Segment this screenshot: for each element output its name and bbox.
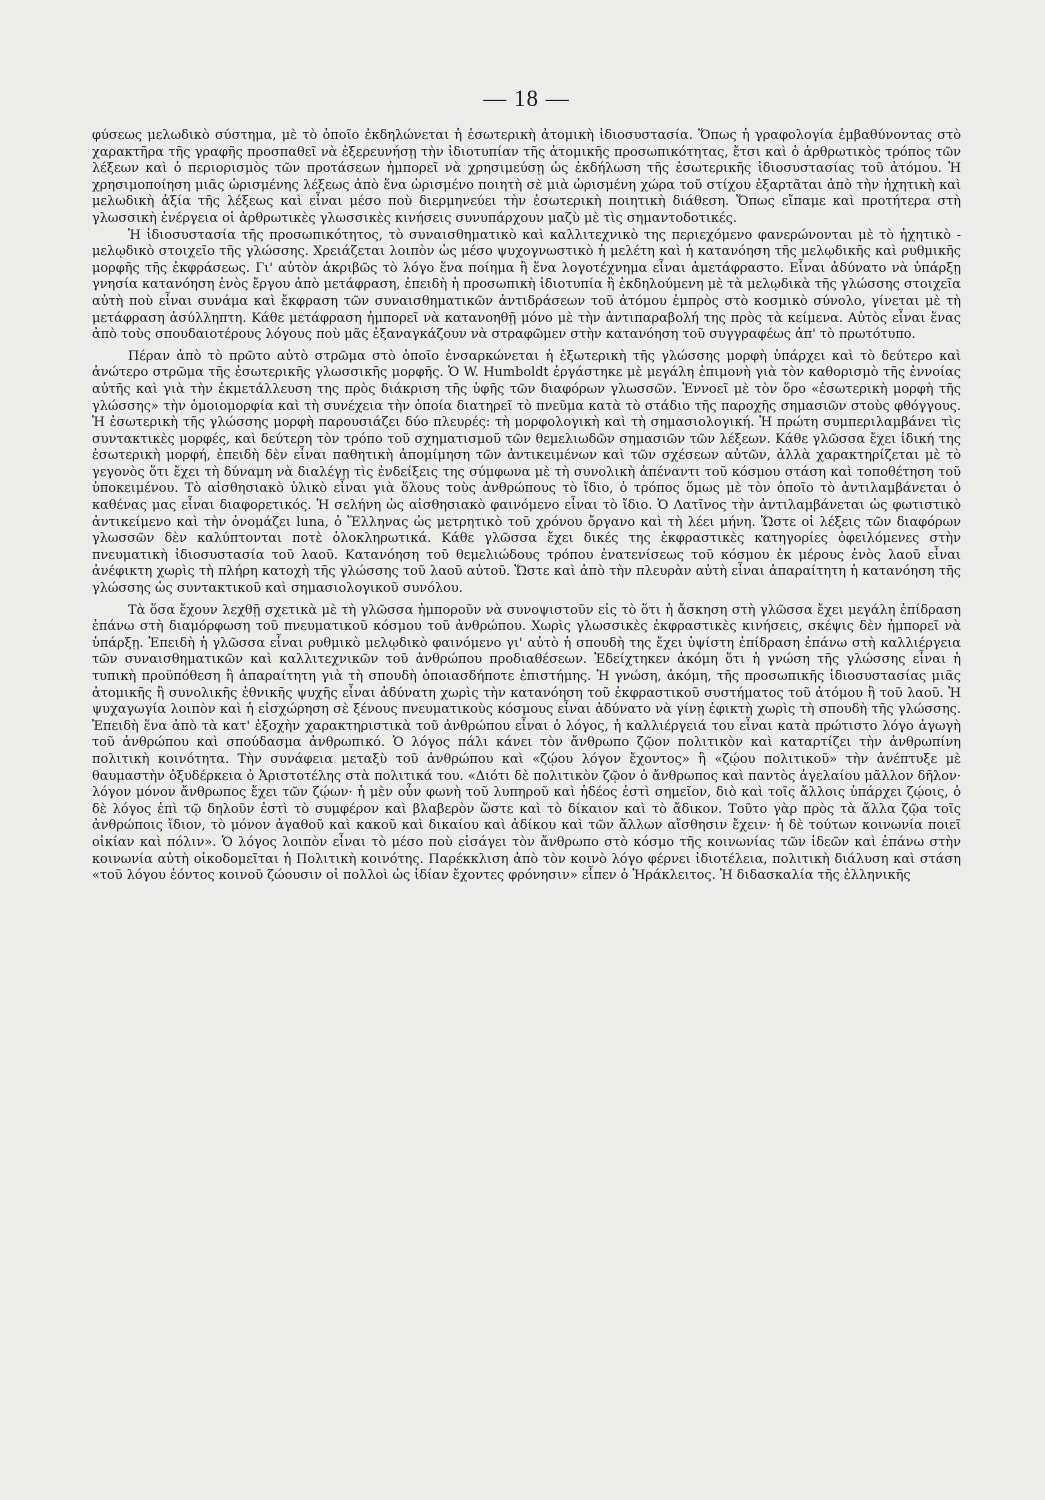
paragraph: Ἡ ἰδιοσυστασία τῆς προσωπικότητος, τὸ συναισθηματικὸ καὶ καλλιτεχνικὸ της περιεχόμενο φανερώνονται μὲ τὸ ἠχητικὸ - μελῳδικὸ στοιχεῖο τῆς γλώσσης. Χρειάζεται λοιπὸν ὡς μέσο ψυχογνωστικὸ ἡ μελέτη καὶ ἡ κατανόηση τῆς μελῳδικῆς καὶ ρυθμικῆς μορφῆς τῆς ἐκφράσεως. Γι' αὐτὸν ἀκριβῶς τὸ λόγο ἕνα ποίημα ἢ ἕνα λογοτέχνημα εἶναι ἀμετάφραστο. Εἶναι ἀδύνατο νὰ ὑπάρξῃ γνησία κατανόηση ἑνὸς ἔργου ἀπὸ μετάφραση, ἐπειδὴ ἡ προσωπικὴ ἰδιοτυπία ἢ ἐκδηλούμενη μὲ τὰ μελῳδικὰ τῆς γλώσσης στοιχεῖα αὐτὴ ποὺ εἶναι συνάμα καὶ ἔκφραση τῶν συναισθηματικῶν ἀντιδράσεων τοῦ ἀτόμου ἐμπρὸς στὸ κοσμικὸ σύνολο, γίνεται μὲ τὴ μετάφραση ἀσύλληπτη. Κάθε μετάφραση ἠμπορεῖ νὰ κατανοηθῇ μόνο μὲ τὴν ἀντιπαραβολή της πρὸς τὰ κείμενα. Αὐτὸς εἶναι ἕνας ἀπὸ τοὺς σπουδαιοτέρους λόγους ποὺ μᾶς ἐξαναγκάζουν νὰ στραφῶμεν στὴν κατανόηση τοῦ συγγραφέως ἀπ' τὸ πρωτότυπο. — [92, 227, 961, 343]
paragraph: φύσεως μελωδικὸ σύστημα, μὲ τὸ ὁποῖο ἐκδηλώνεται ἡ ἐσωτερικὴ ἀτομικὴ ἰδιοσυστασία. Ὅπως ἡ γραφολογία ἐμβαθύνοντας στὸ χαρακτῆρα τῆς γραφῆς προσπαθεῖ νὰ ἐξερευνήσῃ τὴν ἰδιοτυπίαν τῆς ἀτομικῆς προσωπικότητας, ἔτσι καὶ ὁ ἀρθρωτικὸς τρόπος τῶν λέξεων καὶ ὁ περιορισμὸς τῶν προτάσεων ἠμπορεῖ νὰ χρησιμεύσῃ ὡς ἐκδήλωση τῆς ἐσωτερικῆς ἰδιοσυστασίας τοῦ ἀτόμου. Ἡ χρησιμοποίηση μιᾶς ὡρισμένης λέξεως ἀπὸ ἕνα ὡρισμένο ποιητὴ σὲ μιὰ ὡρισμένη χώρα τοῦ στίχου ἐξαρτᾶται ἀπὸ τὴν ἠχητικὴ καὶ μελωδικὴ ἀξία τῆς λέξεως καὶ εἶναι μέσο ποὺ διερμηνεύει τὴν ἐσωτερικὴ ποιητικὴ διάθεση. Ὅπως εἴπαμε καὶ προτήτερα στὴ γλωσσικὴ ἐνέργεια οἱ ἀρθρωτικὲς γλωσσικὲς κινήσεις συνυπάρχουν μαζὺ μὲ τὶς σημαντοδοτικές. — [92, 128, 961, 226]
paragraph: Τὰ ὅσα ἔχουν λεχθῇ σχετικὰ μὲ τὴ γλῶσσα ἠμποροῦν νὰ συνοψιστοῦν εἰς τὸ ὅτι ἡ ἄσκηση στὴ γλῶσσα ἔχει μεγάλη ἐπίδραση ἐπάνω στὴ διαμόρφωση τοῦ πνευματικοῦ κόσμου τοῦ ἀνθρώπου. Χωρὶς γλωσσικὲς ἐκφραστικὲς κινήσεις, σκέψις δὲν ἠμπορεῖ νὰ ὑπάρξῃ. Ἐπειδὴ ἡ γλῶσσα εἶναι ρυθμικὸ μελῳδικὸ φαινόμενο γι' αὐτὸ ἡ σπουδὴ της ἔχει ὑψίστη ἐπίδραση ἐπάνω στὴ καλλιέργεια τῶν συναισθηματικῶν καὶ καλλιτεχνικῶν τοῦ ἀνθρώπου προδιαθέσεων. Ἐδείχτηκεν ἀκόμη ὅτι ἡ γνώση τῆς γλώσσης εἶναι ἡ τυπικὴ προϋπόθεση ἢ ἀπαραίτητη γιὰ τὴ σπουδὴ ὁποιασδήποτε ἐπιστήμης. Ἡ γνώση, ἀκόμη, τῆς προσωπικῆς ἰδιοσυστασίας μιᾶς ἀτομικῆς ἢ συνολικῆς ἐθνικῆς ψυχῆς εἶναι ἀδύνατη χωρὶς τὴν κατανόηση τοῦ ἐκφραστικοῦ συστήματος τοῦ ἀτόμου ἢ τοῦ λαοῦ. Ἡ ψυχαγωγία λοιπὸν καὶ ἡ εἰσχώρηση σὲ ξένους πνευματικοὺς κόσμους εἶναι ἀδύνατο νὰ γίνῃ ἐφικτὴ χωρὶς τὴ σπουδὴ τῆς γλώσσης. Ἐπειδὴ ἕνα ἀπὸ τὰ κατ' ἐξοχὴν χαρακτηριστικὰ τοῦ ἀνθρώπου εἶναι ὁ λόγος, ἡ καλλιέργειά του εἶναι κατὰ πρώτιστο λόγο ἀγωγὴ τοῦ ἀνθρώπου καὶ σπούδασμα ἀνθρωπικό. Ὁ λόγος πάλι κάνει τὸν ἄνθρωπο ζῷον πολιτικὸν καὶ καταρτίζει τὴν ἀνθρωπίνη πολιτικὴ κοινότητα. Τὴν συνάφεια μεταξὺ τοῦ ἀνθρώπου καὶ «ζῴου λόγον ἔχοντος» ἢ «ζῴου πολιτικοῦ» τὴν ἀνέπτυξε μὲ θαυμαστὴν ὀξυδέρκεια ὁ Ἀριστοτέλης στὰ πολιτικά του. «Διότι δὲ πολιτικὸν ζῷον ὁ ἄνθρωπος καὶ παντὸς ἀγελαίου μᾶλλον δῆλον· λόγον μόνον ἄνθρωπος ἔχει τῶν ζῴων· ἡ μὲν οὖν φωνὴ τοῦ λυπηροῦ καὶ ἡδέος ἐστὶ σημεῖον, διὸ καὶ τοῖς ἄλλοις ὑπάρχει ζῴοις, ὁ δὲ λόγος ἐπὶ τῷ δηλοῦν ἐστὶ τὸ συμφέρον καὶ βλαβερὸν ὥστε καὶ τὸ δίκαιον καὶ τὸ ἄδικον. Τοῦτο γὰρ πρὸς τὰ ἄλλα ζῷα τοῖς ἀνθρώποις ἴδιον, τὸ μόνον ἀγαθοῦ καὶ κακοῦ καὶ δικαίου καὶ ἀδίκου καὶ τῶν ἄλλων αἴσθησιν ἔχειν· ἡ δὲ τούτων κοινωνία ποιεῖ οἰκίαν καὶ πόλιν». Ὁ λόγος λοιπὸν εἶναι τὸ μέσο ποὺ εἰσάγει τὸν ἄνθρωπο στὸ κόσμο τῆς κοινωνίας τῶν ἰδεῶν καὶ ἐπάνω στὴν κοινωνία αὐτὴ οἰκοδομεῖται ἡ Πολιτικὴ κοινότης. Παρέκκλιση ἀπὸ τὸν κοινὸ λόγο φέρνει ἰδιοτέλεια, πολιτικὴ διάλυση καὶ στάση «τοῦ λόγου ἐόντος κοινοῦ ζώουσιν οἱ πολλοὶ ὡς ἰδίαν ἔχοντες φρόνησιν» εἶπεν ὁ Ἡράκλειτος. Ἡ διδασκαλία τῆς ἑλληνικῆς — [92, 602, 961, 884]
body-text — [92, 128, 961, 885]
paragraph: Πέραν ἀπὸ τὸ πρῶτο αὐτὸ στρῶμα στὸ ὁποῖο ἐνσαρκώνεται ἡ ἐξωτερικὴ τῆς γλώσσης μορφὴ ὑπάρχει καὶ τὸ δεύτερο καὶ ἀνώτερο στρῶμα τῆς ἐσωτερικῆς γλωσσικῆς μορφῆς. Ὁ W. Humboldt ἐργάστηκε μὲ μεγάλη ἐπιμονὴ γιὰ τὸν καθορισμὸ τῆς ἐννοίας αὐτῆς καὶ γιὰ τὴν ἐκμετάλλευση της πρὸς διάκριση τῆς ὑφῆς τῶν διαφόρων γλωσσῶν. Ἐννοεῖ μὲ τὸν ὅρο «ἐσωτερικὴ μορφὴ τῆς γλώσσης» τὴν ὁμοιομορφία καὶ τὴ συνέχεια τὴν ὁποία διατηρεῖ τὸ πνεῦμα κατὰ τὸ στάδιο τῆς παροχῆς σημασιῶν στοὺς φθόγγους. Ἡ ἐσωτερικὴ τῆς γλώσσης μορφὴ παρουσιάζει δύο πλευρές: τὴ μορφολογικὴ καὶ τὴ σημασιολογική. Ἡ πρώτη συμπεριλαμβάνει τὶς συντακτικὲς μορφές, καὶ δεύτερη τὸν τρόπο τοῦ σχηματισμοῦ τῶν θεμελιωδῶν σημασιῶν τῶν λέξεων. Κάθε γλῶσσα ἔχει ἰδική της ἐσωτερικὴ μορφή, ἐπειδὴ δὲν εἶναι παθητικὴ ἀπομίμηση τῶν ἀντικειμένων καὶ τῶν σχέσεων αὐτῶν, ἀλλὰ χαρακτηρίζεται μὲ τὸ γεγονὸς ὅτι ἔχει τὴ δύναμη νὰ διαλέγῃ τὶς ἐνδείξεις της σύμφωνα μὲ τὴ συνολικὴ ἀπέναντι τοῦ κόσμου στάση καὶ τοποθέτηση τοῦ ὑποκειμένου. Τὸ αἰσθησιακὸ ὑλικὸ εἶναι γιὰ ὅλους τοὺς ἀνθρώπους τὸ ἴδιο, ὁ τρόπος ὅμως μὲ τὸν ὁποῖο τὸ ἀντιλαμβάνεται ὁ καθένας μας εἶναι διαφορετικός. Ἡ σελήνη ὡς αἰσθησιακὸ φαινόμενο εἶναι τὸ ἴδιο. Ὁ Λατῖνος τὴν ἀντιλαμβάνεται ὡς φωτιστικὸ ἀντικείμενο καὶ τὴν ὀνομάζει luna, ὁ Ἕλληνας ὡς μετρητικὸ τοῦ χρόνου ὄργανο καὶ τὴ λέει μήνη. Ὥστε οἱ λέξεις τῶν διαφόρων γλωσσῶν δὲν καλύπτονται ποτὲ ὁλοκληρωτικά. Κάθε γλῶσσα ἔχει δικές της ἐκφραστικὲς κατηγορίες ὀφειλόμενες στὴν πνευματικὴ ἰδιοσυστασία τοῦ λαοῦ. Κατανόηση τοῦ θεμελιώδους τρόπου ἐνατενίσεως τοῦ κόσμου ἐκ μέρους ἑνὸς λαοῦ εἶναι ἀνέφικτη χωρὶς τὴ πλήρη κατοχὴ τῆς γλώσσης τοῦ λαοῦ αὐτοῦ. Ὥστε καὶ ἀπὸ τὴν πλευρὰν αὐτὴ εἶναι ἀπαραίτητη ἡ κατανόηση τῆς γλώσσης ὡς συντακτικοῦ καὶ σημασιολογικοῦ συνόλου. — [92, 348, 961, 597]
page-number: — 18 — — [483, 86, 570, 111]
